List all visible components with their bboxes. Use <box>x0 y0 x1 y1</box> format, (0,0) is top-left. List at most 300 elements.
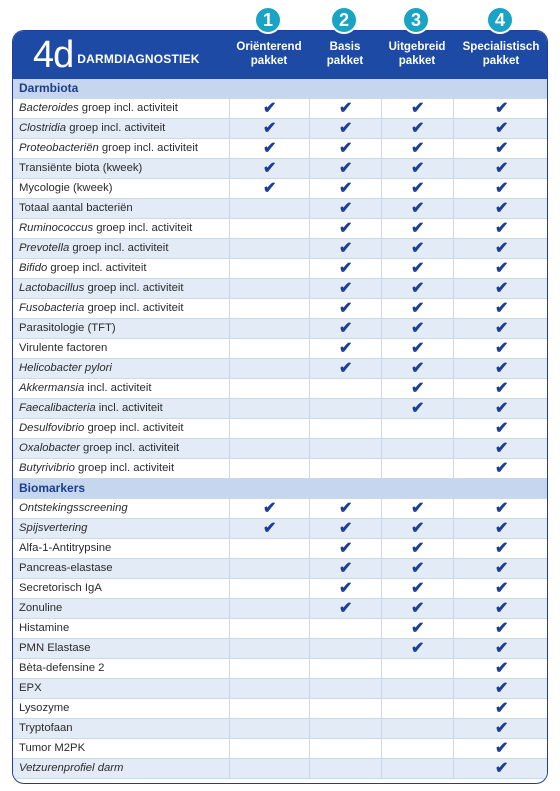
checkmark-icon: ✔ <box>495 720 509 737</box>
table-row <box>13 239 547 259</box>
test-name-text: Transiënte biota (kweek) <box>19 162 143 174</box>
table-row <box>13 339 547 359</box>
checkmark-icon: ✔ <box>339 220 353 237</box>
test-name-text: Zonuline <box>19 602 63 614</box>
package-2-cell <box>309 499 382 518</box>
test-name-italic: Clostridia <box>19 122 67 134</box>
test-name-italic: Butyrivibrio <box>19 462 75 474</box>
package-header-3 <box>381 40 453 68</box>
checkmark-icon: ✔ <box>495 180 509 197</box>
checkmark-icon: ✔ <box>495 540 509 557</box>
package-3-cell <box>381 579 454 598</box>
test-name <box>19 239 168 258</box>
test-name-text: groep incl. activiteit <box>84 422 184 434</box>
package-4-cell <box>453 499 548 518</box>
package-1-cell <box>229 299 310 318</box>
package-4-cell <box>453 259 548 278</box>
test-name-text: groep incl. activiteit <box>84 302 184 314</box>
package-4-cell <box>453 559 548 578</box>
checkmark-icon: ✔ <box>411 600 425 617</box>
test-name-text: incl. activiteit <box>95 402 163 414</box>
package-4-cell <box>453 399 548 418</box>
package-2-cell <box>309 639 382 658</box>
package-3-cell <box>381 159 454 178</box>
test-name-italic: Fusobacteria <box>19 302 85 314</box>
package-1-cell <box>229 119 310 138</box>
test-name-text: groep incl. activiteit <box>98 142 198 154</box>
package-1-cell <box>229 719 310 738</box>
test-name-text: groep incl. activiteit <box>66 122 166 134</box>
test-name <box>19 539 111 558</box>
package-1-cell <box>229 639 310 658</box>
checkmark-icon: ✔ <box>411 300 425 317</box>
checkmark-icon: ✔ <box>411 500 425 517</box>
package-3-cell <box>381 439 454 458</box>
test-name-italic: Prevotella <box>19 242 70 254</box>
checkmark-icon: ✔ <box>495 740 509 757</box>
test-name <box>19 359 112 378</box>
table-row <box>13 699 547 719</box>
package-2-cell <box>309 239 382 258</box>
package-3-cell <box>381 179 454 198</box>
checkmark-icon: ✔ <box>495 660 509 677</box>
test-name-text: EPX <box>19 682 42 694</box>
checkmark-icon: ✔ <box>495 640 509 657</box>
package-4-cell <box>453 319 548 338</box>
test-name-text: groep incl. activiteit <box>74 462 175 474</box>
test-name-text: Secretorisch IgA <box>19 582 102 594</box>
test-name <box>19 459 174 478</box>
test-name-text: groep incl. activiteit <box>79 442 180 454</box>
package-header-1 <box>229 40 309 68</box>
checkmark-icon: ✔ <box>263 500 277 517</box>
package-4-cell <box>453 619 548 638</box>
table-row <box>13 519 547 539</box>
package-1-cell <box>229 759 310 778</box>
checkmark-icon: ✔ <box>339 360 353 377</box>
package-2-cell <box>309 159 382 178</box>
test-name-text: Histamine <box>19 622 70 634</box>
package-3-cell <box>381 619 454 638</box>
package-2-cell <box>309 559 382 578</box>
package-1-cell <box>229 99 310 118</box>
section-title: Biomarkers <box>19 481 86 495</box>
test-name <box>19 519 87 538</box>
package-name: Basis <box>329 41 361 53</box>
package-3-cell <box>381 739 454 758</box>
checkmark-icon: ✔ <box>495 340 509 357</box>
package-3-cell <box>381 339 454 358</box>
checkmark-icon: ✔ <box>339 560 353 577</box>
test-name-text: incl. activiteit <box>84 382 152 394</box>
table-row <box>13 259 547 279</box>
package-4-cell <box>453 439 548 458</box>
package-4-cell <box>453 199 548 218</box>
test-name <box>19 379 151 398</box>
checkmark-icon: ✔ <box>339 200 353 217</box>
package-3-cell <box>381 499 454 518</box>
table-row <box>13 459 547 479</box>
checkmark-icon: ✔ <box>339 320 353 337</box>
checkmark-icon: ✔ <box>495 560 509 577</box>
package-2-cell <box>309 539 382 558</box>
test-name-italic: Desulfovibrio <box>19 422 85 434</box>
package-1-cell <box>229 239 310 258</box>
package-2-cell <box>309 319 382 338</box>
package-4-cell <box>453 419 548 438</box>
package-4-cell <box>453 239 548 258</box>
checkmark-icon: ✔ <box>411 200 425 217</box>
test-name <box>19 399 163 418</box>
package-1-cell <box>229 139 310 158</box>
checkmark-icon: ✔ <box>339 340 353 357</box>
table-row <box>13 559 547 579</box>
package-1-cell <box>229 539 310 558</box>
package-1-cell <box>229 419 310 438</box>
package-comparison-card <box>12 4 548 784</box>
package-2-cell <box>309 279 382 298</box>
test-name-text: Mycologie (kweek) <box>19 182 113 194</box>
checkmark-icon: ✔ <box>495 120 509 137</box>
package-4-cell <box>453 719 548 738</box>
test-name-text: groep incl. activiteit <box>78 102 178 114</box>
package-1-cell <box>229 459 310 478</box>
table-row <box>13 279 547 299</box>
checkmark-icon: ✔ <box>495 520 509 537</box>
checkmark-icon: ✔ <box>495 500 509 517</box>
checkmark-icon: ✔ <box>411 220 425 237</box>
package-3-cell <box>381 279 454 298</box>
table-row <box>13 659 547 679</box>
test-name-text: Virulente factoren <box>19 342 108 354</box>
table-row <box>13 119 547 139</box>
package-4-cell <box>453 539 548 558</box>
checkmark-icon: ✔ <box>339 540 353 557</box>
table-row <box>13 679 547 699</box>
test-name-italic: Proteobacteriën <box>19 142 99 154</box>
checkmark-icon: ✔ <box>263 140 277 157</box>
checkmark-icon: ✔ <box>339 520 353 537</box>
package-2-cell <box>309 399 382 418</box>
package-4-cell <box>453 459 548 478</box>
package-2-cell <box>309 119 382 138</box>
checkmark-icon: ✔ <box>495 620 509 637</box>
checkmark-icon: ✔ <box>495 680 509 697</box>
package-4-cell <box>453 579 548 598</box>
checkmark-icon: ✔ <box>339 100 353 117</box>
table-row <box>13 159 547 179</box>
package-3-cell <box>381 359 454 378</box>
package-3-cell <box>381 199 454 218</box>
test-name <box>19 699 69 718</box>
table-row <box>13 139 547 159</box>
table-row <box>13 319 547 339</box>
package-header-2 <box>309 40 381 68</box>
checkmark-icon: ✔ <box>339 280 353 297</box>
checkmark-icon: ✔ <box>411 620 425 637</box>
checkmark-icon: ✔ <box>495 100 509 117</box>
checkmark-icon: ✔ <box>263 520 277 537</box>
test-name-text: groep incl. activiteit <box>47 262 147 274</box>
checkmark-icon: ✔ <box>339 160 353 177</box>
package-2-cell <box>309 759 382 778</box>
checkmark-icon: ✔ <box>495 400 509 417</box>
package-4-cell <box>453 519 548 538</box>
checkmark-icon: ✔ <box>411 360 425 377</box>
logo-mark: 4d <box>33 34 74 76</box>
checkmark-icon: ✔ <box>263 100 277 117</box>
package-2-cell <box>309 259 382 278</box>
test-name-italic: Bifido <box>19 262 48 274</box>
package-1-cell <box>229 339 310 358</box>
package-1-cell <box>229 679 310 698</box>
checkmark-icon: ✔ <box>339 120 353 137</box>
table-row <box>13 579 547 599</box>
package-1-cell <box>229 259 310 278</box>
package-3-cell <box>381 139 454 158</box>
checkmark-icon: ✔ <box>495 600 509 617</box>
test-name <box>19 199 133 218</box>
package-3-cell <box>381 699 454 718</box>
table-row <box>13 399 547 419</box>
test-name <box>19 159 142 178</box>
test-name-italic: Akkermansia <box>19 382 85 394</box>
test-name <box>19 439 179 458</box>
checkmark-icon: ✔ <box>263 160 277 177</box>
checkmark-icon: ✔ <box>411 120 425 137</box>
checkmark-icon: ✔ <box>495 280 509 297</box>
checkmark-icon: ✔ <box>411 100 425 117</box>
test-name-text: Totaal aantal bacteriën <box>19 202 133 214</box>
test-name-text: Tumor M2PK <box>19 742 86 754</box>
test-name <box>19 619 69 638</box>
package-2-cell <box>309 579 382 598</box>
package-3-cell <box>381 399 454 418</box>
test-name-text: PMN Elastase <box>19 642 91 654</box>
table-row <box>13 219 547 239</box>
package-1-cell <box>229 659 310 678</box>
package-3-cell <box>381 559 454 578</box>
table-row <box>13 299 547 319</box>
package-4-cell <box>453 679 548 698</box>
test-name-italic: Oxalobacter <box>19 442 80 454</box>
table-body <box>13 79 547 779</box>
package-3-cell <box>381 259 454 278</box>
test-name <box>19 679 42 698</box>
package-name: Specialistisch <box>462 41 540 53</box>
package-3-cell <box>381 119 454 138</box>
package-1-cell <box>229 499 310 518</box>
test-name-text: groep incl. activiteit <box>93 222 193 234</box>
package-1-cell <box>229 319 310 338</box>
package-4-cell <box>453 699 548 718</box>
checkmark-icon: ✔ <box>495 460 509 477</box>
test-name <box>19 119 165 138</box>
package-3-cell <box>381 539 454 558</box>
package-1-cell <box>229 579 310 598</box>
checkmark-icon: ✔ <box>411 180 425 197</box>
package-3-cell <box>381 99 454 118</box>
test-name <box>19 299 184 318</box>
package-1-cell <box>229 599 310 618</box>
package-3-cell <box>381 379 454 398</box>
package-badge-2: 2 <box>330 6 358 34</box>
package-4-cell <box>453 279 548 298</box>
table-row <box>13 619 547 639</box>
table-row <box>13 639 547 659</box>
package-2-cell <box>309 719 382 738</box>
checkmark-icon: ✔ <box>339 260 353 277</box>
test-name <box>19 559 113 578</box>
test-name <box>19 279 184 298</box>
test-name-text: Bèta-defensine 2 <box>19 662 105 674</box>
checkmark-icon: ✔ <box>495 760 509 777</box>
checkmark-icon: ✔ <box>495 440 509 457</box>
test-name <box>19 719 73 738</box>
checkmark-icon: ✔ <box>495 200 509 217</box>
test-name-text: Pancreas-elastase <box>19 562 113 574</box>
test-name <box>19 259 146 278</box>
package-2-cell <box>309 739 382 758</box>
package-4-cell <box>453 179 548 198</box>
package-badge-3: 3 <box>402 6 430 34</box>
package-2-cell <box>309 679 382 698</box>
package-4-cell <box>453 99 548 118</box>
package-2-cell <box>309 439 382 458</box>
checkmark-icon: ✔ <box>411 340 425 357</box>
package-2-cell <box>309 459 382 478</box>
package-name: Oriënterend <box>236 41 302 53</box>
checkmark-icon: ✔ <box>339 140 353 157</box>
package-3-cell <box>381 659 454 678</box>
test-name <box>19 499 128 518</box>
package-suffix: pakket <box>398 55 436 67</box>
package-2-cell <box>309 419 382 438</box>
test-name <box>19 139 198 158</box>
test-name-text: Lysozyme <box>19 702 70 714</box>
package-2-cell <box>309 519 382 538</box>
package-2-cell <box>309 299 382 318</box>
package-2-cell <box>309 179 382 198</box>
checkmark-icon: ✔ <box>495 140 509 157</box>
checkmark-icon: ✔ <box>263 120 277 137</box>
checkmark-icon: ✔ <box>263 180 277 197</box>
package-header-4 <box>453 40 548 68</box>
test-name-italic: Ruminococcus <box>19 222 94 234</box>
checkmark-icon: ✔ <box>411 260 425 277</box>
package-2-cell <box>309 659 382 678</box>
checkmark-icon: ✔ <box>495 160 509 177</box>
checkmark-icon: ✔ <box>339 300 353 317</box>
package-2-cell <box>309 379 382 398</box>
checkmark-icon: ✔ <box>495 700 509 717</box>
package-3-cell <box>381 299 454 318</box>
package-2-cell <box>309 199 382 218</box>
package-3-cell <box>381 639 454 658</box>
package-1-cell <box>229 199 310 218</box>
package-3-cell <box>381 319 454 338</box>
table-row <box>13 419 547 439</box>
section-header-darmbiota <box>13 79 547 99</box>
package-badge-4: 4 <box>486 6 514 34</box>
package-4-cell <box>453 659 548 678</box>
package-4-cell <box>453 159 548 178</box>
table-row <box>13 759 547 779</box>
test-name-text: groep incl. activiteit <box>69 242 169 254</box>
checkmark-icon: ✔ <box>411 400 425 417</box>
table-header <box>13 31 547 79</box>
package-1-cell <box>229 179 310 198</box>
package-2-cell <box>309 619 382 638</box>
package-1-cell <box>229 379 310 398</box>
test-name <box>19 219 192 238</box>
checkmark-icon: ✔ <box>339 600 353 617</box>
package-1-cell <box>229 739 310 758</box>
checkmark-icon: ✔ <box>339 580 353 597</box>
package-4-cell <box>453 739 548 758</box>
package-2-cell <box>309 339 382 358</box>
test-name-italic: Vetzurenprofiel darm <box>19 762 124 774</box>
section-title: Darmbiota <box>19 81 79 95</box>
test-name <box>19 179 113 198</box>
checkmark-icon: ✔ <box>495 240 509 257</box>
table-row <box>13 99 547 119</box>
package-3-cell <box>381 719 454 738</box>
table-row <box>13 539 547 559</box>
checkmark-icon: ✔ <box>495 360 509 377</box>
checkmark-icon: ✔ <box>411 560 425 577</box>
package-1-cell <box>229 279 310 298</box>
package-3-cell <box>381 219 454 238</box>
package-1-cell <box>229 399 310 418</box>
package-4-cell <box>453 599 548 618</box>
table-row <box>13 439 547 459</box>
package-1-cell <box>229 159 310 178</box>
test-name <box>19 639 91 658</box>
test-name-italic: Bacteroides <box>19 102 79 114</box>
package-suffix: pakket <box>250 55 288 67</box>
test-name-italic: Lactobacillus <box>19 282 85 294</box>
checkmark-icon: ✔ <box>339 240 353 257</box>
package-3-cell <box>381 519 454 538</box>
package-suffix: pakket <box>482 55 520 67</box>
package-badge-1: 1 <box>254 6 282 34</box>
package-4-cell <box>453 219 548 238</box>
checkmark-icon: ✔ <box>411 580 425 597</box>
checkmark-icon: ✔ <box>495 220 509 237</box>
test-name-text: Tryptofaan <box>19 722 73 734</box>
package-4-cell <box>453 339 548 358</box>
checkmark-icon: ✔ <box>411 240 425 257</box>
test-name <box>19 739 85 758</box>
test-name-italic: Ontstekingsscreening <box>19 502 128 514</box>
package-4-cell <box>453 759 548 778</box>
test-name-italic: Spijsvertering <box>19 522 88 534</box>
checkmark-icon: ✔ <box>411 160 425 177</box>
test-name-text: Alfa-1-Antitrypsine <box>19 542 112 554</box>
package-4-cell <box>453 299 548 318</box>
package-4-cell <box>453 639 548 658</box>
table-row <box>13 179 547 199</box>
package-name: Uitgebreid <box>388 41 446 53</box>
test-name-italic: Faecalibacteria <box>19 402 96 414</box>
package-3-cell <box>381 599 454 618</box>
checkmark-icon: ✔ <box>411 520 425 537</box>
table-row <box>13 199 547 219</box>
package-2-cell <box>309 359 382 378</box>
test-name-text: groep incl. activiteit <box>84 282 184 294</box>
package-4-cell <box>453 359 548 378</box>
